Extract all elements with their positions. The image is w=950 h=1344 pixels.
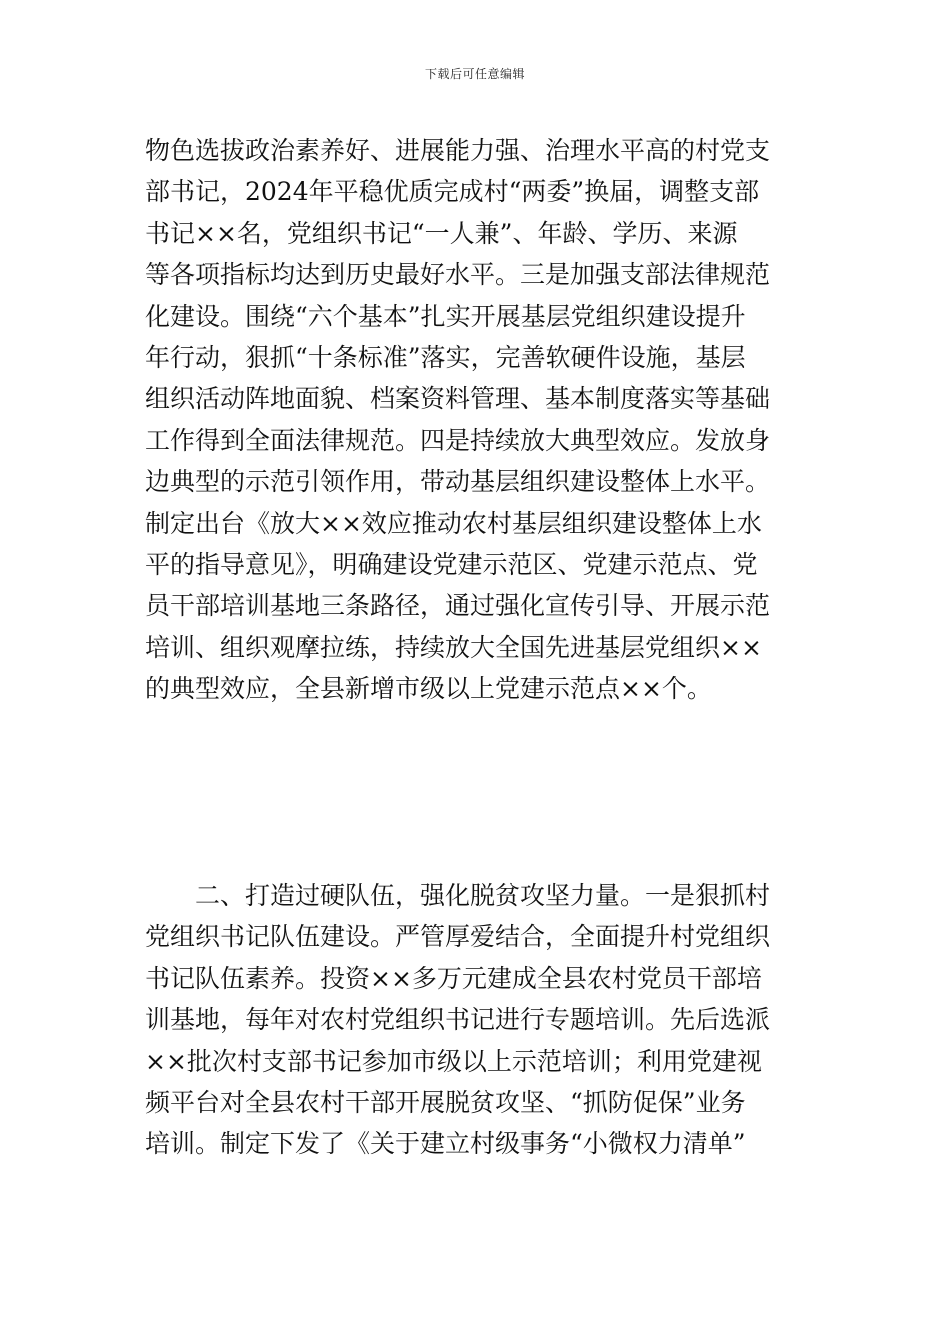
text-line: 党组织书记队伍建设。严管厚爱结合，全面提升村党组织 — [145, 922, 771, 952]
text-line: 训基地，每年对农村党组织书记进行专题培训。先后选派 — [145, 1005, 771, 1035]
text-line: 培训。制定下发了《关于建立村级事务“小微权力清单” — [145, 1129, 746, 1159]
text-line: 二、打造过硬队伍，强化脱贫攻坚力量。一是狠抓村 — [145, 881, 771, 910]
text-line: 的典型效应，全县新增市级以上党建示范点××个。 — [145, 674, 712, 704]
text-line: 部书记，2024年平稳优质完成村“两委”换届，调整支部 — [145, 177, 760, 207]
text-line: 等各项指标均达到历史最好水平。三是加强支部法律规范 — [145, 260, 771, 290]
text-line: 年行动，狠抓“十条标准”落实，完善软硬件设施，基层 — [145, 342, 746, 372]
paragraph-1 — [145, 130, 817, 709]
text-line: ××批次村支部书记参加市级以上示范培训；利用党建视 — [145, 1046, 762, 1076]
text-line: 平的指导意见》，明确建设党建示范区、党建示范点、党 — [145, 549, 758, 579]
page-header: 下载后可任意编辑 — [424, 67, 525, 81]
text-line: 书记××名，党组织书记“一人兼”、年龄、学历、来源 — [145, 218, 738, 248]
text-line: 组织活动阵地面貌、档案资料管理、基本制度落实等基础 — [145, 384, 771, 414]
text-line: 培训、组织观摩拉练，持续放大全国先进基层党组织×× — [145, 632, 762, 662]
text-line: 边典型的示范引领作用，带动基层组织建设整体上水平。 — [145, 467, 771, 497]
text-line: 制定出台《放大××效应推动农村基层组织建设整体上水 — [145, 508, 762, 538]
text-line: 化建设。围绕“六个基本”扎实开展基层党组织建设提升 — [145, 301, 746, 331]
text-line: 员干部培训基地三条路径，通过强化宣传引导、开展示范 — [145, 591, 771, 621]
text-line: 工作得到全面法律规范。四是持续放大典型效应。发放身 — [145, 425, 771, 455]
paragraph-2 — [145, 875, 817, 1165]
text-line: 频平台对全县农村干部开展脱贫攻坚、“抓防促保”业务 — [145, 1087, 746, 1117]
text-line: 书记队伍素养。投资××多万元建成全县农村党员干部培 — [145, 963, 762, 993]
text-line: 物色选拔政治素养好、进展能力强、治理水平高的村党支 — [145, 136, 771, 165]
